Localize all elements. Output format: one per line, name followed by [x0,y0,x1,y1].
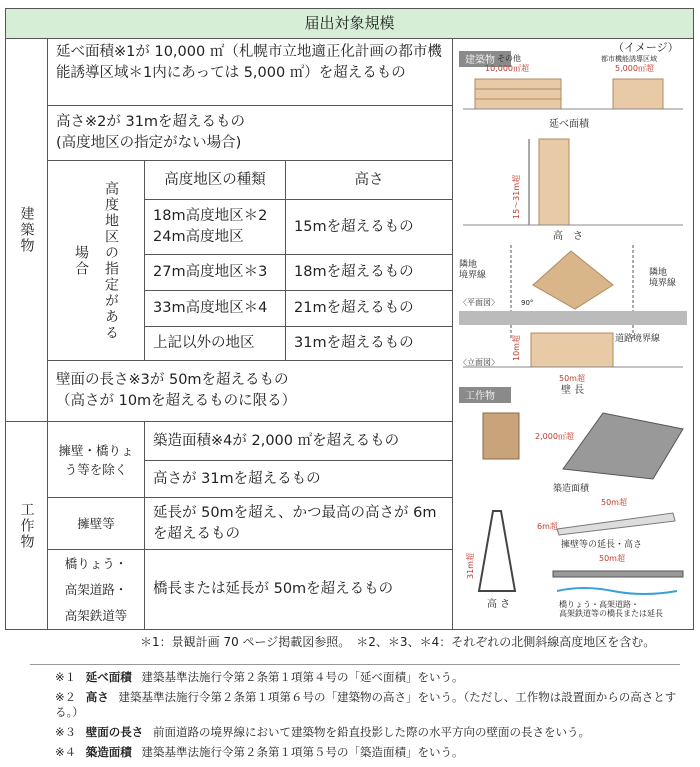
table-header [5,8,694,39]
road: 道路境界線 [615,334,661,344]
footnote-1 [55,670,695,685]
district-type-text: 33m高度地区＊4 [153,300,268,316]
tag-structure: 工作物 [465,391,495,402]
table-note [140,634,696,650]
district-type-text: 上記以外の地区 [153,335,255,351]
structure-row1-label-text: 擁壁・橋りょう等を除く [58,442,134,477]
building-small-icon [613,79,663,109]
solar-panel-icon [563,413,683,479]
bridge-deck-icon [553,571,683,577]
district-height-text: 31mを超えるもの [294,335,414,351]
tower-icon [479,511,515,591]
footnote-term: 延べ面積 [85,670,132,684]
cap-floor: 延べ面積 [549,119,589,130]
r50: 50m超 [601,498,627,507]
structure-label-cell [5,421,48,630]
footnote-mark: ※１ [55,670,77,684]
district-label: 高度地区の指定がある場合 [73,180,119,341]
footnote-text: 建築基準法施行令第２条第１項第６号の「建築物の高さ」をいう。（ただし、工作物は設置面からの高さとする。） [55,690,677,719]
w50: 50m超 [559,374,585,383]
h-val: 15～31m超 [512,174,521,219]
footnote-2 [55,690,695,720]
structure-row3-text: 橋長または延長が 50mを超えるもの [153,581,394,597]
district-height-2 [285,254,453,291]
tall-building-icon [539,139,569,225]
footnote-term: 高さ [85,690,109,704]
b50: 50m超 [599,554,625,563]
cap-h2: 高 さ [487,599,511,610]
tank-icon [483,413,519,459]
district-type-3 [144,290,286,327]
district-col-height-text: 高さ [354,171,384,188]
footnotes [55,670,695,760]
structure-row1-label [47,421,145,498]
divider [30,664,680,665]
district-height-3 [285,290,453,327]
cap-retain: 擁壁等の延長・高さ [561,540,643,550]
angle: 90° [521,299,534,307]
other-val: 10,000㎡超 [485,64,529,73]
structure-label: 工作物 [18,501,35,550]
structure-row1b-text: 高さが 31mを超えるもの [153,470,321,487]
district-height-text: 18mを超えるもの [294,264,414,280]
h6: 6m超 [537,522,558,531]
building-label-cell [5,38,48,422]
district-col-type [144,160,286,200]
structure-row2-text: 延長が 50mを超え、かつ最高の高さが 6mを超えるもの [153,504,437,542]
district-type-4 [144,326,286,361]
footnote-mark: ※４ [55,745,77,759]
structure-row2-label [47,497,145,550]
structure-row2-label-text: 擁壁等 [77,516,115,531]
elev: 〈立面図〉 [459,358,499,367]
water-icon [557,588,677,594]
floor-area-cell [47,38,453,106]
district-height-1 [285,199,453,255]
structure-row2 [144,497,453,550]
footnote-term: 築造面積 [85,745,132,759]
footnote-mark: ※２ [55,690,77,704]
structure-row1a-text: 築造面積※4が 2,000 ㎡を超えるもの [153,432,400,449]
h10: 10m超 [512,335,521,361]
district-type-2 [144,254,286,291]
district-height-text: 21mを超えるもの [294,300,414,316]
footnote-4 [55,745,695,760]
district-height-text: 15mを超えるもの [294,218,414,235]
district-type-text: 27m高度地区＊3 [153,264,268,280]
height-text: 高さ※2が 31mを超えるもの (高度地区の指定がない場合) [56,114,246,151]
elevation-building-icon [531,333,613,367]
illustration-svg [453,39,693,629]
footnote-text: 建築基準法施行令第２条第１項第５号の「築造面積」をいう。 [141,745,464,759]
area-val: 2,000㎡超 [535,432,574,441]
cap-wall: 壁 長 [561,385,585,396]
district-col-type-text: 高度地区の種類 [164,171,266,188]
wall-text: 壁面の長さ※3が 50mを超えるもの （高さが 10mを超えるものに限る） [56,372,297,409]
footnote-mark: ※３ [55,725,77,739]
image-label: （イメージ） [613,41,679,54]
district-height-4 [285,326,453,361]
other-label: その他 [497,54,521,63]
cap-bridge: 橋りょう・高架道路・高架鉄道等の橋長または延長 [559,600,663,619]
district-type-1 [144,199,286,255]
urban-label: 都市機能誘導区域 [601,55,657,63]
cap-area: 築造面積 [553,484,590,494]
urban-val: 5,000㎡超 [615,64,654,73]
plan: 〈平面図〉 [459,298,499,307]
structure-row3-label [47,549,145,630]
building-label: 建築物 [18,206,35,254]
building-large-icon [475,79,561,109]
road-band [459,311,687,325]
footnote-text: 前面道路の境界線において建築物を鉛直投影した際の水平方向の壁面の長さをいう。 [152,725,590,739]
cap-height: 高 さ [553,231,583,242]
plan-building-icon [533,251,613,309]
structure-row1b [144,460,453,498]
illustration-panel [452,38,694,630]
height-cell [47,105,453,161]
footnote-3 [55,725,695,740]
table-title: 届出対象規模 [304,14,395,32]
h31: 31m超 [466,553,475,579]
district-col-height [285,160,453,200]
structure-row3 [144,549,453,630]
wall-cell [47,360,453,422]
table-note-text: ＊1：景観計画 70 ページ掲載図参照。 ＊2、＊3、＊4：それぞれの北側斜線高度地区を含む。 [140,635,656,649]
floor-area-text: 延べ面積※1が 10,000 ㎡（札幌市立地適正化計画の都市機能誘導区域＊1内にあっては 5,000 ㎡）を超えるもの [56,44,442,81]
retaining-wall-icon [557,513,675,535]
district-type-text: 18m高度地区＊2 24m高度地区 [153,208,268,245]
adj1: 隣地境界線 [459,260,487,281]
district-label-cell [47,160,145,361]
structure-row3-label-text: 橋りょう・ 高架道路・ 高架鉄道等 [64,555,128,623]
footnote-text: 建築基準法施行令第２条第１項第４号の「延べ面積」をいう。 [141,670,464,684]
structure-row1a [144,421,453,461]
adj2: 隣地境界線 [649,268,677,289]
tag-building: 建築物 [465,55,495,66]
footnote-term: 壁面の長さ [85,725,144,739]
